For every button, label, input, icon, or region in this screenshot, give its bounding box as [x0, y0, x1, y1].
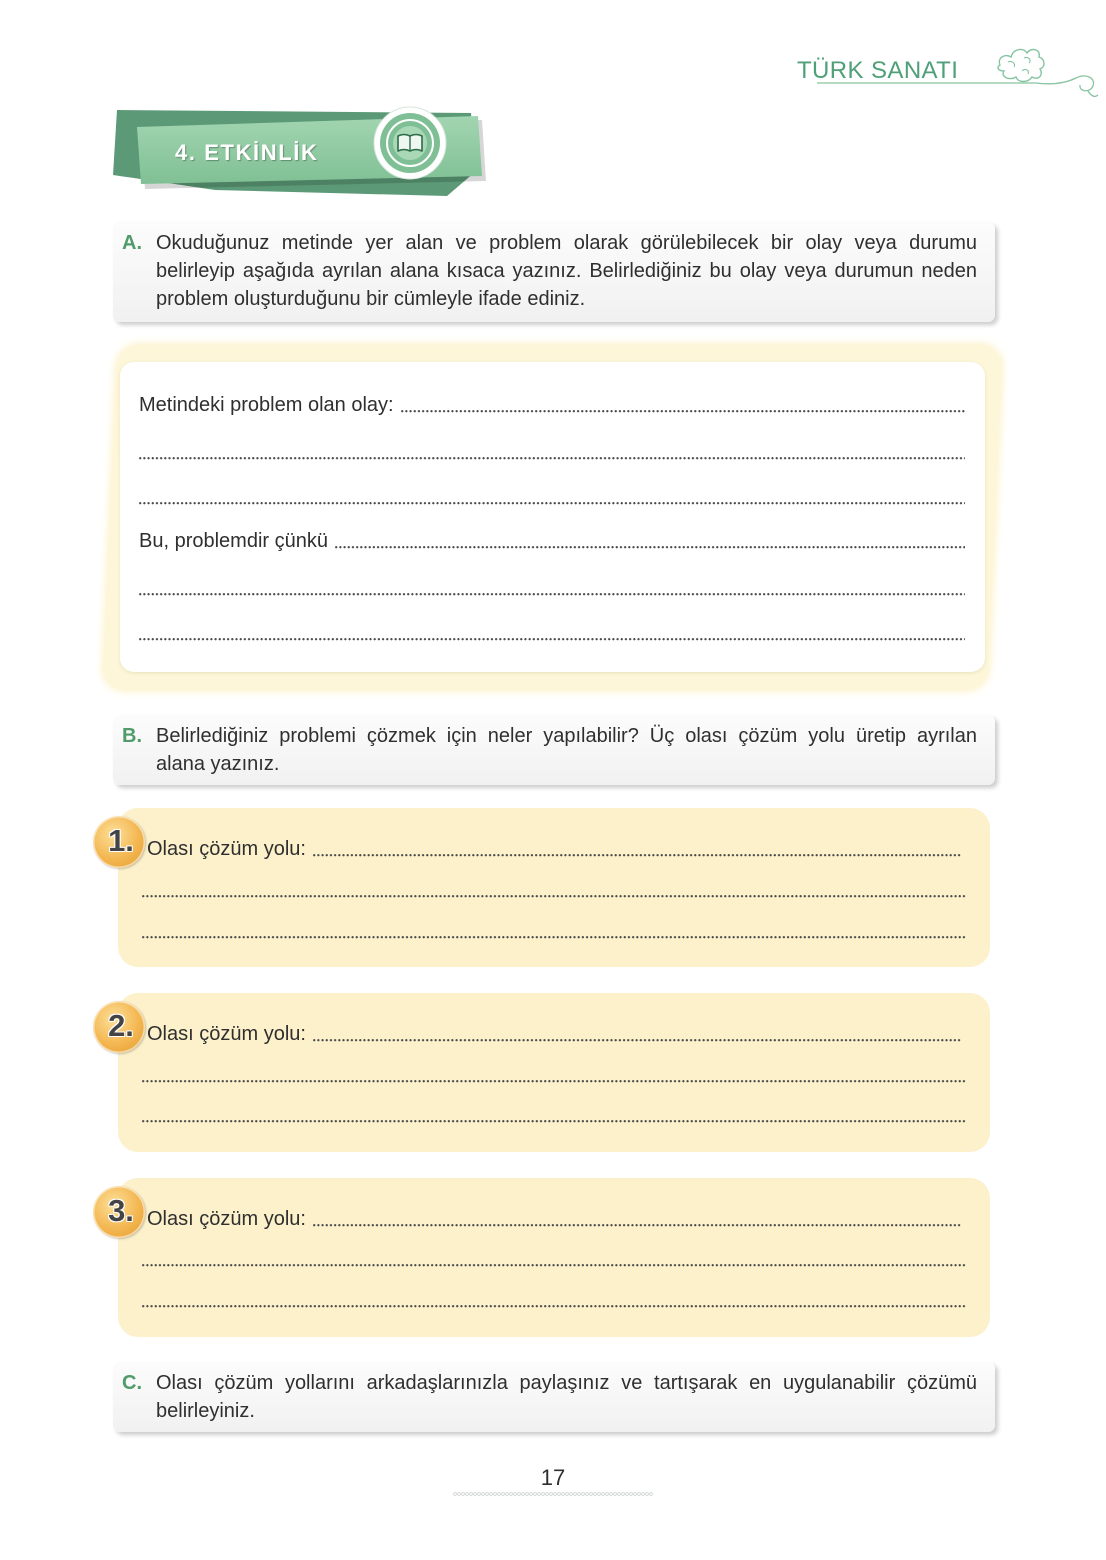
answer-line — [142, 1061, 966, 1089]
answer-line-row — [139, 574, 965, 602]
problem-reason-row — [139, 527, 965, 555]
activity-title: 4. ETKİNLİK — [175, 140, 319, 165]
answer-line-row — [139, 438, 965, 466]
answer-line — [139, 574, 965, 602]
instruction-letter: B. — [122, 725, 142, 747]
solution-label: Olası çözüm yolu: — [147, 1208, 306, 1230]
answer-line-row — [142, 1061, 966, 1089]
instruction-line: belirleyiniz. — [156, 1400, 255, 1422]
instruction-line: belirleyip aşağıda ayrılan alana kısaca yazınız. Belirlediğiniz bu olay veya durumun neden — [156, 260, 977, 282]
book-icon — [372, 105, 448, 181]
instruction-line: problem oluşturduğunu bir cümleyle ifade ediniz. — [156, 288, 586, 310]
problem-answer-area — [120, 362, 985, 672]
answer-line — [142, 1286, 966, 1314]
instruction-line: alana yazınız. — [156, 753, 280, 775]
problem-event-label: Metindeki problem olan olay: — [139, 394, 394, 416]
instruction-text — [156, 722, 977, 778]
solution-number: 1. — [108, 823, 134, 858]
solution-row — [147, 1205, 962, 1233]
page-number: 17 — [540, 1465, 566, 1490]
solution-box-1 — [108, 808, 990, 967]
answer-line — [139, 438, 965, 466]
answer-line — [142, 1245, 966, 1273]
instruction-a — [113, 222, 995, 322]
answer-line-row — [139, 619, 965, 647]
answer-line — [139, 619, 965, 647]
answer-line — [142, 917, 966, 945]
unit-title: TÜRK SANATI — [797, 57, 959, 84]
puzzle-swirl-icon — [810, 38, 1100, 100]
answer-line-row — [142, 1286, 966, 1314]
instruction-letter: A. — [122, 232, 142, 254]
instruction-letter: C. — [122, 1372, 142, 1394]
answer-line-row — [142, 876, 966, 904]
answer-line-row — [139, 483, 965, 511]
answer-line — [401, 391, 965, 419]
solution-label: Olası çözüm yolu: — [147, 838, 306, 860]
solution-box-3 — [108, 1178, 990, 1337]
solution-row — [147, 835, 962, 863]
instruction-text — [156, 229, 977, 313]
solution-number: 3. — [108, 1193, 134, 1228]
answer-line-row — [142, 1101, 966, 1129]
problem-event-row — [139, 391, 965, 419]
answer-line — [142, 876, 966, 904]
instruction-line: Okuduğunuz metinde yer alan ve problem olarak görülebilecek bir olay veya durumu — [156, 232, 977, 254]
answer-line — [313, 835, 962, 863]
problem-reason-label: Bu, problemdir çünkü — [139, 530, 328, 552]
solution-number-badge — [93, 1001, 145, 1053]
solution-box-2 — [108, 993, 990, 1152]
instruction-line: Belirlediğiniz problemi çözmek için neler yapılabilir? Üç olası çözüm yolu üretip ayrılan — [156, 725, 977, 747]
solution-number-badge — [93, 816, 145, 868]
solution-row — [147, 1020, 962, 1048]
solution-label: Olası çözüm yolu: — [147, 1023, 306, 1045]
instruction-c — [113, 1362, 995, 1432]
instruction-b — [113, 715, 995, 785]
answer-line-row — [142, 1245, 966, 1273]
answer-line — [139, 483, 965, 511]
answer-line — [313, 1205, 962, 1233]
answer-line — [142, 1101, 966, 1129]
solution-number-badge — [93, 1186, 145, 1238]
solution-number: 2. — [108, 1008, 134, 1043]
answer-line — [313, 1020, 962, 1048]
instruction-line: Olası çözüm yollarını arkadaşlarınızla paylaşınız ve tartışarak en uygulanabilir çözümü — [156, 1372, 977, 1394]
answer-line — [335, 527, 965, 555]
answer-line-row — [142, 917, 966, 945]
instruction-text — [156, 1369, 977, 1425]
page-number-ornament — [453, 1491, 653, 1497]
